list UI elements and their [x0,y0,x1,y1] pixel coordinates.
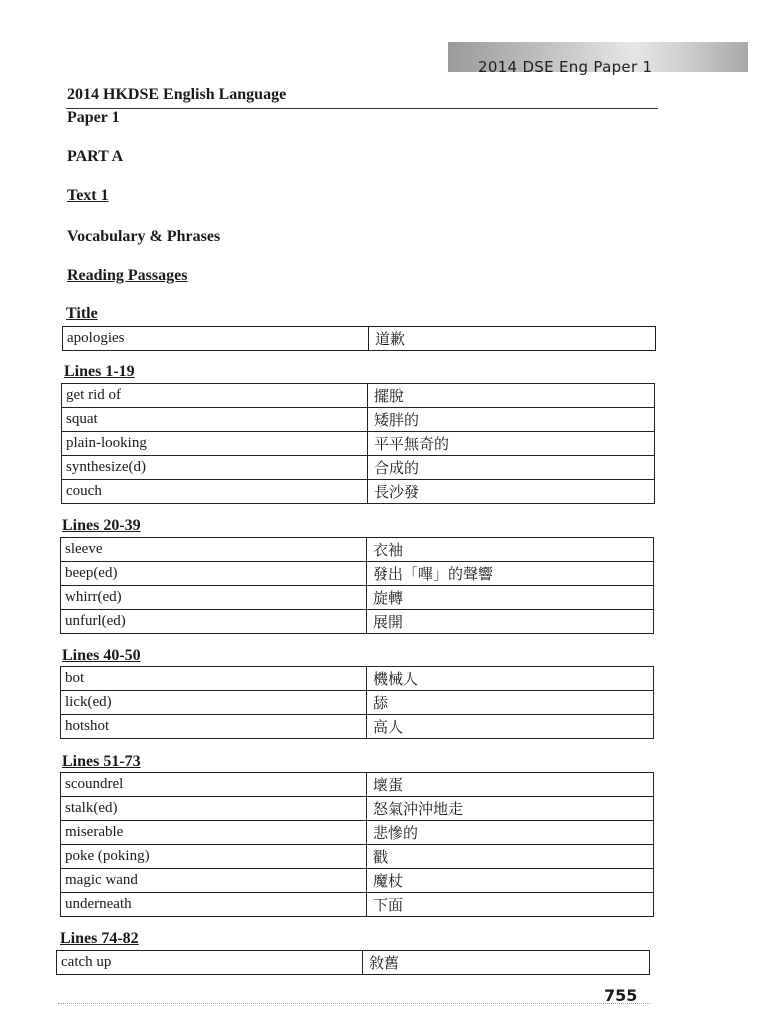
table-row [62,456,655,480]
section-title: Lines 74-82 [60,930,139,947]
vocab-table [62,326,656,351]
table-row [61,538,654,562]
reading-heading: Reading Passages [67,267,188,284]
table-row [63,327,656,351]
table-row [62,384,655,408]
vocab-table [61,383,655,504]
english-term: beep(ed) [61,562,367,586]
chinese-translation: 怒氣沖沖地走 [367,797,654,821]
chinese-translation: 長沙發 [368,480,655,504]
chinese-translation: 擺脫 [368,384,655,408]
vocab-table [60,666,654,739]
table-row [61,821,654,845]
chinese-translation: 旋轉 [367,586,654,610]
table-row [61,893,654,917]
chinese-translation: 高人 [367,715,654,739]
table-row [61,610,654,634]
table-row [62,480,655,504]
english-term: underneath [61,893,367,917]
english-term: get rid of [62,384,368,408]
chinese-translation: 機械人 [367,667,654,691]
english-term: unfurl(ed) [61,610,367,634]
section-title: Lines 40-50 [62,647,141,664]
english-term: couch [62,480,368,504]
table-row [61,562,654,586]
page-number: 755 [604,986,638,1005]
table-row [62,408,655,432]
english-term: hotshot [61,715,367,739]
footer-divider [58,1003,650,1005]
vocab-table [60,772,654,917]
table-row [61,586,654,610]
english-term: whirr(ed) [61,586,367,610]
chinese-translation: 舔 [367,691,654,715]
english-term: lick(ed) [61,691,367,715]
chinese-translation: 發出「嗶」的聲響 [367,562,654,586]
english-term: plain-looking [62,432,368,456]
chinese-translation: 矮胖的 [368,408,655,432]
section-title: Lines 51-73 [62,753,141,770]
english-term: catch up [57,951,363,975]
table-row [62,432,655,456]
english-term: scoundrel [61,773,367,797]
chinese-translation: 合成的 [368,456,655,480]
english-term: squat [62,408,368,432]
english-term: magic wand [61,869,367,893]
vocab-heading: Vocabulary & Phrases [67,228,221,245]
english-term: stalk(ed) [61,797,367,821]
paper-label: Paper 1 [67,109,120,126]
chinese-translation: 戳 [367,845,654,869]
chinese-translation: 魔杖 [367,869,654,893]
english-term: apologies [63,327,369,351]
vocab-table [60,537,654,634]
chinese-translation: 展開 [367,610,654,634]
english-term: bot [61,667,367,691]
header-tab-label: 2014 DSE Eng Paper 1 [478,58,653,76]
part-label: PART A [67,148,124,165]
table-row [57,951,650,975]
section-title: Lines 1-19 [64,363,135,380]
table-row [61,691,654,715]
title-divider [66,108,658,109]
vocab-table [56,950,650,975]
english-term: poke (poking) [61,845,367,869]
chinese-translation: 壞蛋 [367,773,654,797]
table-row [61,715,654,739]
chinese-translation: 敘舊 [363,951,650,975]
english-term: miserable [61,821,367,845]
section-title: Title [66,305,98,322]
text-label: Text 1 [67,187,109,204]
document-title: 2014 HKDSE English Language [67,86,287,103]
chinese-translation: 平平無奇的 [368,432,655,456]
table-row [61,773,654,797]
table-row [61,845,654,869]
english-term: sleeve [61,538,367,562]
table-row [61,869,654,893]
table-row [61,797,654,821]
chinese-translation: 道歉 [369,327,656,351]
table-row [61,667,654,691]
chinese-translation: 悲慘的 [367,821,654,845]
chinese-translation: 下面 [367,893,654,917]
section-title: Lines 20-39 [62,517,141,534]
english-term: synthesize(d) [62,456,368,480]
chinese-translation: 衣袖 [367,538,654,562]
